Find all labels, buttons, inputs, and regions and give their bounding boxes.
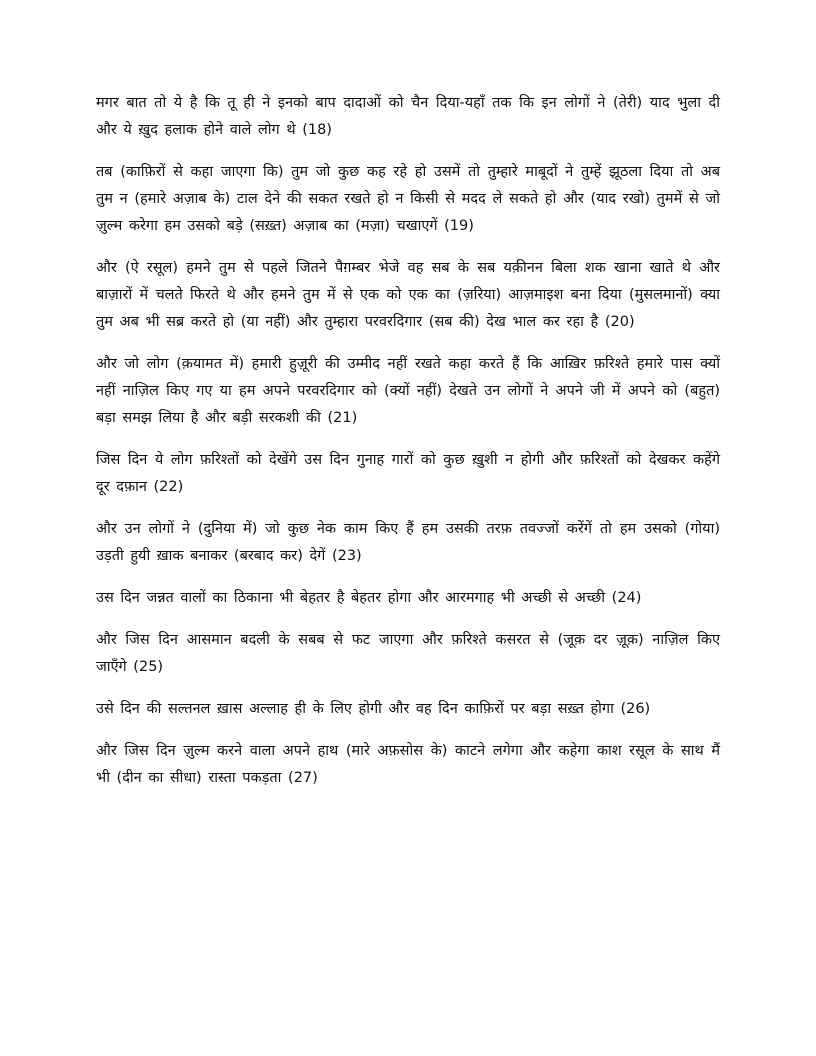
verse-25: और जिस दिन आसमान बदली के सबब से फट जाएगा और फ़रिश्ते कसरत से (जूक़ दर ज़ूक़) नाज़िल किए जाएँगे (25)	[96, 632, 720, 675]
verse-26: उसे दिन की सल्तनल ख़ास अल्लाह ही के लिए होगी और वह दिन काफ़िरों पर बड़ा सख़्त होगा (26)	[96, 701, 651, 717]
verse-23: और उन लोगों ने (दुनिया में) जो कुछ नेक काम किए हैं हम उसकी तरफ़ तवज्जों करेंगें तो हम उसको (गोया) उड़ती हुयी ख़ाक बनाकर (बरबाद कर) देगें (23)	[96, 521, 720, 564]
verse-22: जिस दिन ये लोग फ़रिश्तों को देखेंगे उस दिन गुनाह गारों को कुछ ख़ुशी न होगी और फ़रिश्तों को देखकर कहेंगे दूर दफ़ान (22)	[96, 452, 720, 495]
verse-27: और जिस दिन ज़ुल्म करने वाला अपने हाथ (मारे अफ़सोस के) काटने लगेगा और कहेगा काश रसूल के साथ मैं भी (दीन का सीधा) रास्ता पकड़ता (27)	[96, 743, 720, 786]
verse-21: और जो लोग (क़यामत में) हमारी हुज़ूरी की उम्मीद नहीं रखते कहा करते हैं कि आख़िर फ़रिश्ते हमारे पास क्यों नहीं नाज़िल किए गए या हम अपने परवरदिगार को (क्यों नहीं) देखते उन लोगों ने अपने जी में अपने को (बहुत) बड़ा समझ लिया है और बड़ी सरकशी की (21)	[96, 356, 720, 426]
document-page	[96, 90, 720, 792]
verse-19: तब (काफ़िरों से कहा जाएगा कि) तुम जो कुछ कह रहे हो उसमें तो तुम्हारे माबूदों ने तुम्हें झूठला दिया तो अब तुम न (हमारे अज़ाब के) टाल देने की सकत रखते हो न किसी से मदद ले सकते हो और (याद रखो) तुममें से जो ज़ुल्म करेगा हम उसको बड़े (सख़्त) अज़ाब का (मज़ा) चखाएगें (19)	[96, 164, 720, 234]
verse-18: मगर बात तो ये है कि तू ही ने इनको बाप दादाओं को चैन दिया-यहाँ तक कि इन लोगों ने (तेरी) याद भुला दी और ये ख़ुद हलाक होने वाले लोग थे (18)	[96, 95, 720, 138]
verse-24: उस दिन जन्नत वालों का ठिकाना भी बेहतर है बेहतर होगा और आरमगाह भी अच्छी से अच्छी (24)	[96, 590, 642, 606]
verse-20: और (ऐ रसूल) हमने तुम से पहले जितने पैग़म्बर भेजे वह सब के सब यक़ीनन बिला शक खाना खाते थे और बाज़ारों में चलते फिरते थे और हमने तुम में से एक को एक का (ज़रिया) आज़माइश बना दिया (मुसलमानों) क्या तुम अब भी सब्र करते हो (या नहीं) और तुम्हारा परवरदिगार (सब की) देख भाल कर रहा है (20)	[96, 260, 720, 330]
